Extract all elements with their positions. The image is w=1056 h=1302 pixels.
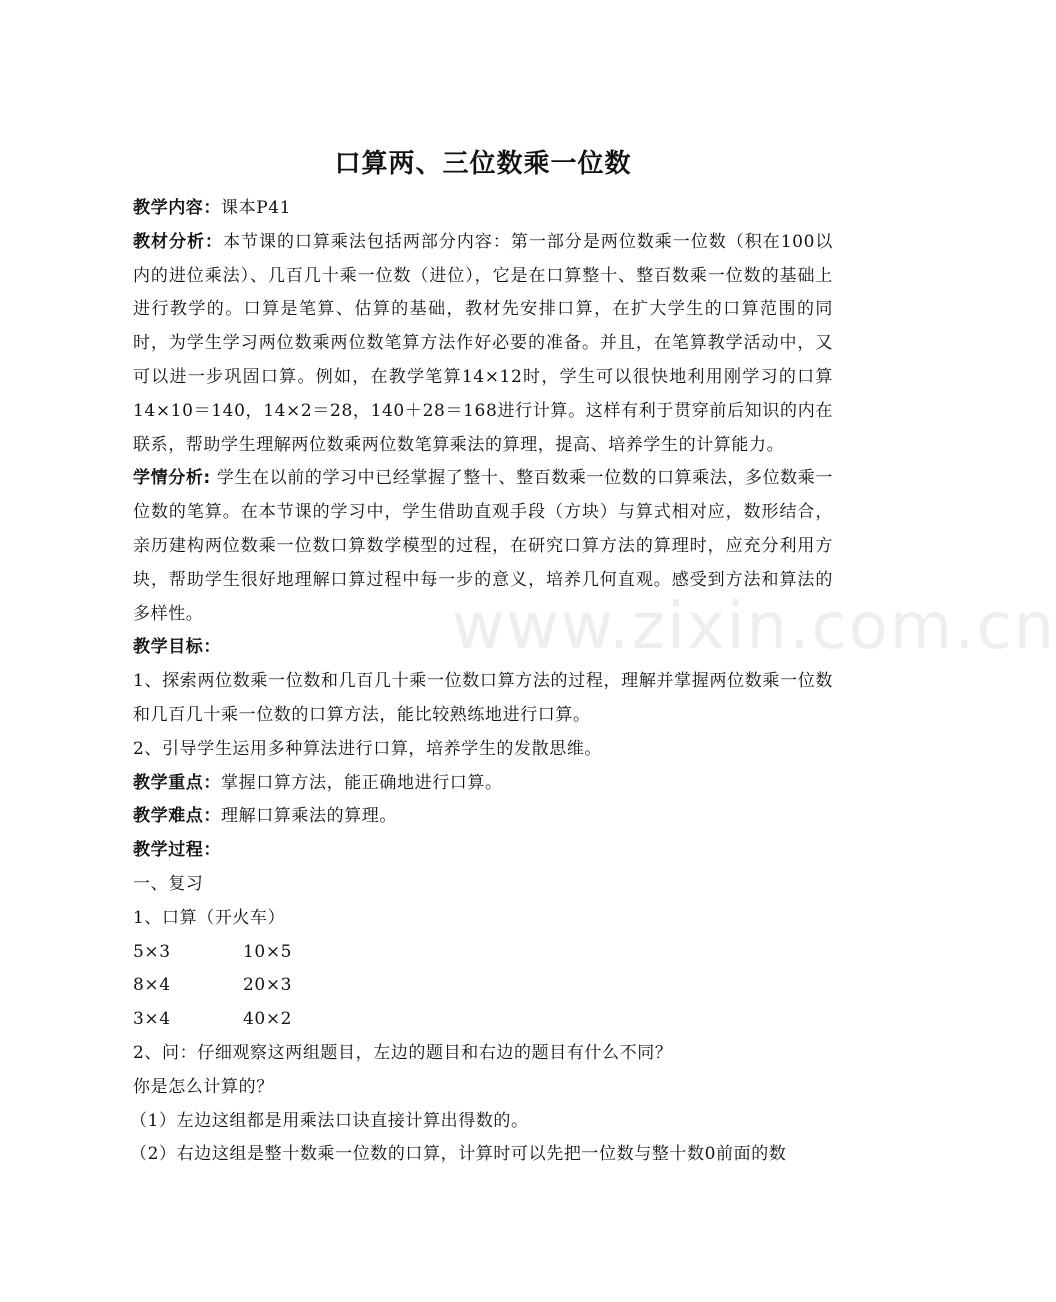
how-text: 你是怎么计算的？: [133, 1076, 274, 1097]
teaching-content-label: 教学内容：: [133, 198, 221, 218]
material-analysis: [133, 226, 833, 463]
teaching-key-label: 教学重点：: [133, 772, 221, 793]
teaching-key-point: [133, 767, 833, 801]
exercise-row: [133, 969, 833, 1003]
teaching-difficulty-label: 教学难点：: [133, 806, 221, 827]
teaching-difficulty-text: 理解口算乘法的算理。: [221, 806, 397, 827]
watermark: www.zixin.com.cn: [452, 590, 1056, 664]
teaching-key-text: 掌握口算方法，能正确地进行口算。: [221, 772, 503, 793]
answer-item: （2）右边这组是整十数乘一位数的口算，计算时可以先把一位数与整十数0前面的数: [130, 1144, 787, 1165]
exercise-row: [133, 1003, 833, 1037]
review-heading: 一、复习: [133, 873, 204, 894]
exercise-left: 3×4: [133, 1009, 171, 1030]
exercise-right: 10×5: [243, 941, 293, 962]
exercise-right: 40×2: [243, 1009, 293, 1030]
exercise-row: [133, 936, 833, 970]
answer-item: （1）左边这组都是用乘法口诀直接计算出得数的。: [130, 1110, 529, 1131]
page-title: 口算两、三位数乘一位数: [334, 149, 632, 179]
exercise-right: 20×3: [243, 975, 293, 996]
student-analysis-label: 学情分析:: [133, 468, 211, 489]
document-body: [130, 192, 833, 1172]
teaching-goal-item: 2、引导学生运用多种算法进行口算，培养学生的发散思维。: [133, 738, 603, 759]
question-text: 2、问：仔细观察这两组题目，左边的题目和右边的题目有什么不同？: [133, 1042, 673, 1063]
student-analysis: [133, 462, 833, 631]
teaching-content: [133, 192, 833, 226]
exercise-left: 5×3: [133, 941, 171, 962]
student-analysis-text: 学生在以前的学习中已经掌握了整十、整百数乘一位数的口算乘法，多位数乘一位数的笔算。在本节课的学习中，学生借助直观手段（方块）与算式相对应，数形结合，亲历建构两位数乘一位数口算数学模型的过程，在研究口算方法的算理时，应充分利用方块，帮助学生很好地理解口算过程中每一步的意义，培养几何直观。感受到方法和算法的多样性。: [133, 468, 833, 624]
material-analysis-text: 本节课的口算乘法包括两部分内容：第一部分是两位数乘一位数（积在100以内的进位乘法）、几百几十乘一位数（进位），它是在口算整十、整百数乘一位数的基础上进行教学的。口算是笔算、估算的基础，教材先安排口算，在扩大学生的口算范围的同时，为学生学习两位数乘两位数笔算方法作好必要的准备。并且，在笔算教学活动中，又可以进一步巩固口算。例如，在教学笔算14×12时，学生可以很快地利用刚学习的口算14×10＝140，14×2＝28，140＋28＝168进行计算。这样有利于贯穿前后知识的内在联系，帮助学生理解两位数乘两位数笔算乘法的算理，提高、培养学生的计算能力。: [133, 231, 833, 455]
teaching-content-text: 课本P41: [221, 198, 292, 218]
teaching-goals-label: 教学目标：: [133, 637, 221, 658]
oral-calc-heading: 1、口算（开火车）: [133, 907, 286, 928]
teaching-goal-item: 1、探索两位数乘一位数和几百几十乘一位数口算方法的过程，理解并掌握两位数乘一位数和几百几十乘一位数的口算方法，能比较熟练地进行口算。: [133, 671, 833, 725]
exercise-left: 8×4: [133, 975, 171, 996]
teaching-process-label: 教学过程：: [133, 840, 221, 861]
material-analysis-label: 教材分析：: [133, 231, 223, 252]
teaching-difficulty: [133, 800, 833, 834]
